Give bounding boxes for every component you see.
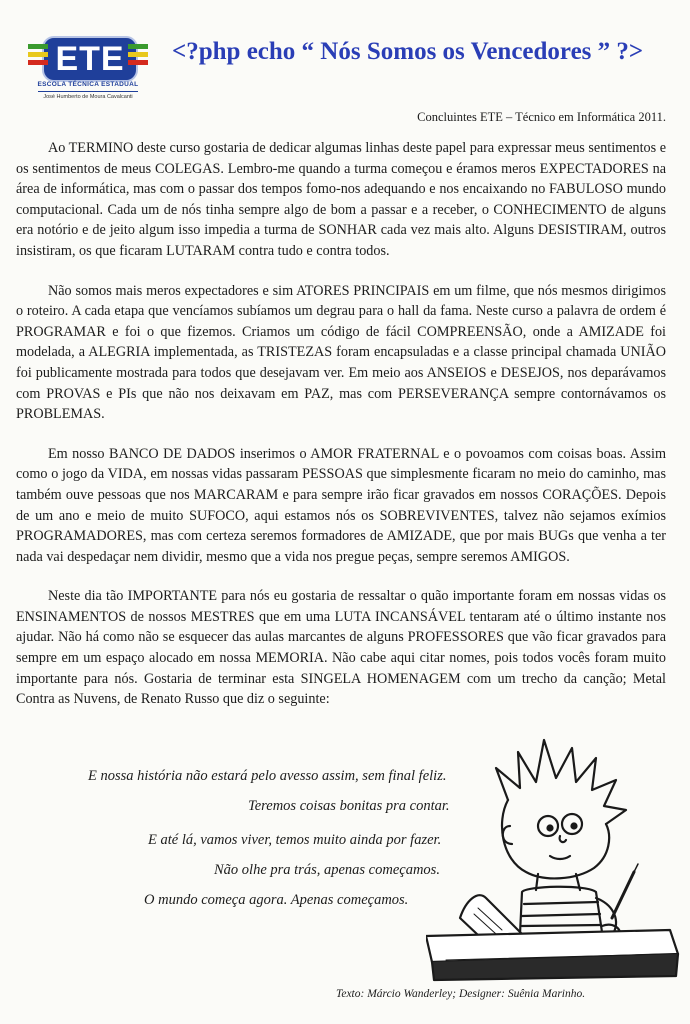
poem-line: O mundo começa agora. Apenas começamos. [144,892,409,908]
logo-divider [38,91,138,92]
paragraph: Em nosso BANCO DE DADOS inserimos o AMOR FRATERNAL e o povoamos com coisas boas. Assim como o jogo da VIDA, em nossas vidas passaram PESSOAS que simplesmente ficaram no meio do caminho, mas também ouve pessoas que nos MARCARAM e para sempre irão ficar gravados em nossos CORAÇÕES. Depois de um ano e meio de muito SUFOCO, aqui estamos nós os SOBREVIVENTES, talvez não sejamos exímios PROGRAMADORES, mas com certeza seremos formadores de AMIZADE, que por mais BUGs que venha a ter nada vai despedaçar nem dividir, mesmo que a vida nos pregue peças, sempre seremos AMIGOS. [16,445,666,565]
poem-line: E até lá, vamos viver, temos muito ainda por fazer. [148,832,442,848]
poem-line: Não olhe pra trás, apenas começamos. [214,862,440,878]
credit-line: Texto: Márcio Wanderley; Designer: Suênia Marinho. [336,988,586,1000]
school-logo [28,34,148,106]
logo-stripe-right-red [128,60,148,65]
page-title: <?php echo “ Nós Somos os Vencedores ” ?> [172,38,644,65]
cartoon-boy-writing-icon [426,722,682,984]
logo-stripe-right-green [128,44,148,49]
paragraph: Neste dia tão IMPORTANTE para nós eu gostaria de ressaltar o quão importante foram em nossas vidas os ENSINAMENTOS de nossos MESTRES que em uma LUTA INCANSÁVEL tentaram até o último instante nos ajudar. Não há como não se esquecer das aulas marcantes de alguns PROFESSORES que vão ficar gravados para sempre em um espaço alocado em nossa MEMORIA. Não cabe aqui citar nomes, pois todos vocês foram muito importante para nós. Gostaria de terminar esta SINGELA HOMENAGEM com um trecho da canção; Metal Contra as Nuvens, de Renato Russo que diz o seguinte: [16,588,666,708]
body-text [16,138,666,729]
logo-text: ETE [55,40,125,78]
paragraph: Não somos mais meros expectadores e sim ATORES PRINCIPAIS em um filme, que nós mesmos dirigimos o roteiro. A cada etapa que vencíamos subíamos um degrau para o hall da fama. Neste curso a palavra de ordem é PROGRAMAR e foi o que fizemos. Criamos um código de fácil COMPREENSÃO, onde a AMIZADE foi modelada, a ALEGRIA implementada, as TRISTEZAS foram encapsuladas e a classe principal chamada UNIÃO foi publicamente mostrada para todos que desejavam ver. Em meio aos ANSEIOS e DESEJOS, nos deparávamos com PROVAS e PIs que não nos deixavam em PAZ, mas com PERSEVERANÇA sempre contornávamos os PROBLEMAS. [16,282,666,423]
logo-stripe-right-yellow [128,52,148,57]
logo-badge [42,36,138,82]
logo-stripe-left-yellow [28,52,48,57]
logo-stripe-left-red [28,60,48,65]
logo-subtitle: ESCOLA TÉCNICA ESTADUAL [37,81,139,88]
paragraph: Ao TERMINO deste curso gostaria de dedicar algumas linhas deste papel para expressar meus sentimentos e os sentimentos de meus COLEGAS. Lembro-me quando a turma começou e éramos meros EXPECTADORES na área de informática, mas com o passar dos tempos fomo-nos adequando e nos encaixando no FABULOSO mundo computacional. Cada um de nós tinha sempre algo de bom a passar e a receber, o CONHECIMENTO de alguns era notório e de jeito algum isso impedia a turma de SONHAR cada vez mais alto. Alguns DESISTIRAM, outros insistiram, os que ficaram LUTARAM contra tudo e contra todos. [16,140,666,259]
poem-line: Teremos coisas bonitas pra contar. [248,798,450,814]
poem-line: E nossa história não estará pelo avesso assim, sem final feliz. [88,768,447,784]
logo-stripe-left-green [28,44,48,49]
logo-school-name: José Humberto de Moura Cavalcanti [43,94,133,100]
header-note: Concluintes ETE – Técnico em Informática 2011. [417,110,666,124]
